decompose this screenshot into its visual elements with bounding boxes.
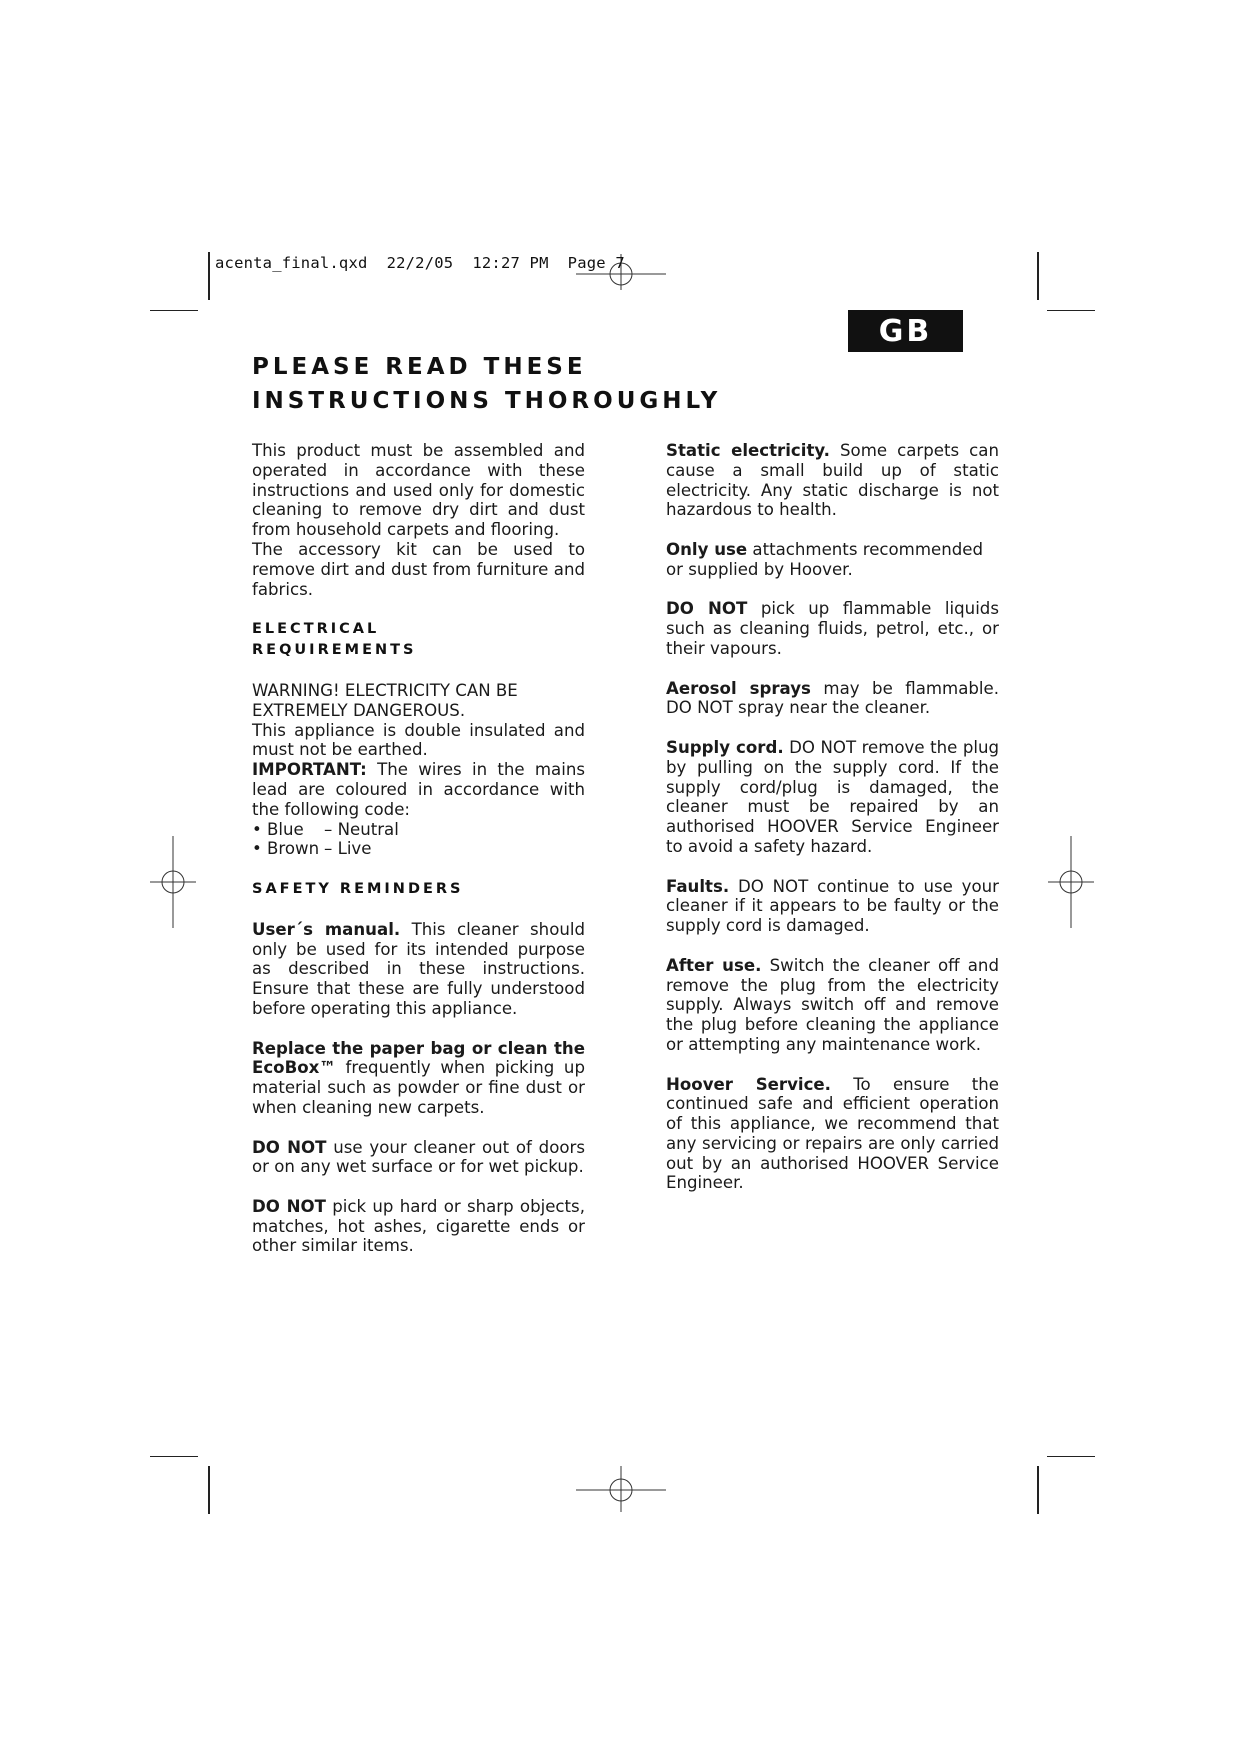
intro-paragraph-1: This product must be assembled and operated in accordance with these instructions and used only for domestic cleaning to remove dry dirt and dust from household carpets and flooring. [252,441,585,540]
warning-text [252,681,585,721]
left-column [252,441,585,1276]
hoover-service-paragraph [666,1075,999,1194]
outdoors-paragraph [252,1138,585,1178]
aerosol-paragraph [666,679,999,719]
supply-text: DO NOT remove the plug by pulling on the supply cord. If the supply cord/plug is damaged, the cleaner must be repaired by an authorised HOOVER Service Engineer to avoid a safety hazard. [666,737,1000,856]
wire-color: Blue [267,819,304,839]
faults-paragraph [666,877,999,936]
page-title [252,350,721,418]
hard-objects-paragraph [252,1197,585,1256]
supply-cord-paragraph [666,738,999,857]
users-manual-lead: User´s manual. [252,919,401,939]
flammable-text: pick up flammable liquids such as cleaning fluids, petrol, etc., or their vapours. [666,599,999,658]
print-slug: acenta_final.qxd 22/2/05 12:27 PM Page 7 [215,254,625,272]
electrical-requirements-heading [252,619,585,661]
replace-bag-lead: Replace the paper bag or clean the EcoBox™ [252,1038,585,1078]
outdoors-lead: DO NOT [252,1137,327,1157]
replace-bag-paragraph [252,1039,585,1118]
aerosol-text: may be flammable. DO NOT spray near the cleaner. [666,678,999,718]
registration-mark-right [1048,836,1094,928]
language-badge: GB [848,310,963,352]
warning-line-1: WARNING! ELECTRICITY CAN BE [252,680,518,700]
right-column [666,441,999,1213]
intro-paragraph-2: The accessory kit can be used to remove dirt and dust from furniture and fabrics. [252,539,585,599]
replace-bag-text: frequently when picking up material such as powder or fine dust or when cleaning new carpets. [252,1058,585,1117]
faults-lead: Faults. [666,876,730,896]
double-insulated-paragraph: This appliance is double insulated and must not be earthed. [252,720,585,760]
static-electricity-paragraph [666,441,999,520]
attachments-lead: Only use [666,539,748,559]
flammable-paragraph [666,599,999,658]
static-text: Some carpets can cause a small build up of static electricity. Any static discharge is not hazardous to health. [666,441,999,520]
page-title-line-2: INSTRUCTIONS THOROUGHLY [252,388,722,414]
warning-line-2: EXTREMELY DANGEROUS. [252,700,466,720]
important-paragraph [252,760,585,819]
registration-mark-bottom [576,1466,666,1512]
important-lead: IMPORTANT: [252,760,367,780]
service-lead: Hoover Service. [666,1074,831,1094]
hard-objects-text: pick up hard or sharp objects, matches, hot ashes, cigarette ends or other similar items. [252,1196,585,1256]
electrical-heading-line-1: ELECTRICAL [252,621,380,638]
list-item [252,839,585,859]
static-lead: Static electricity. [666,441,830,460]
supply-lead: Supply cord. [666,737,784,757]
wire-meaning: – Live [324,839,372,859]
flammable-lead: DO NOT [666,599,748,619]
after-use-paragraph [666,956,999,1055]
attachments-paragraph [666,540,999,580]
after-use-text: Switch the cleaner off and remove the plug from the electricity supply. Always switch off and remove the plug before cleaning the appliance or attempting any maintenance work. [666,955,999,1054]
bullet-icon: • [252,819,262,839]
list-item [252,820,585,840]
users-manual-paragraph [252,920,585,1019]
wire-color-list [252,820,585,860]
safety-reminders-heading: SAFETY REMINDERS [252,880,464,897]
bullet-icon: • [252,839,262,859]
page-title-line-1: PLEASE READ THESE [252,354,587,380]
attachments-text: attachments recommended or supplied by Hoover. [666,539,984,579]
hard-objects-lead: DO NOT [252,1196,326,1216]
wire-meaning: – Neutral [324,819,399,839]
faults-text: DO NOT continue to use your cleaner if it appears to be faulty or the supply cord is damaged. [666,876,999,936]
aerosol-lead: Aerosol sprays [666,678,811,698]
users-manual-text: This cleaner should only be used for its intended purpose as described in these instructions. Ensure that these are fully understood before operating this appliance. [252,919,586,1018]
wire-color: Brown [267,839,320,859]
service-text: To ensure the continued safe and efficient operation of this appliance, we recommend that any servicing or repairs are only carried out by an authorised HOOVER Service Engineer. [666,1074,999,1193]
important-text: The wires in the mains lead are coloured in accordance with the following code: [252,760,585,819]
electrical-heading-line-2: REQUIREMENTS [252,642,417,659]
registration-mark-left [150,836,196,928]
outdoors-text: use your cleaner out of doors or on any wet surface or for wet pickup. [252,1137,585,1177]
after-use-lead: After use. [666,955,762,975]
